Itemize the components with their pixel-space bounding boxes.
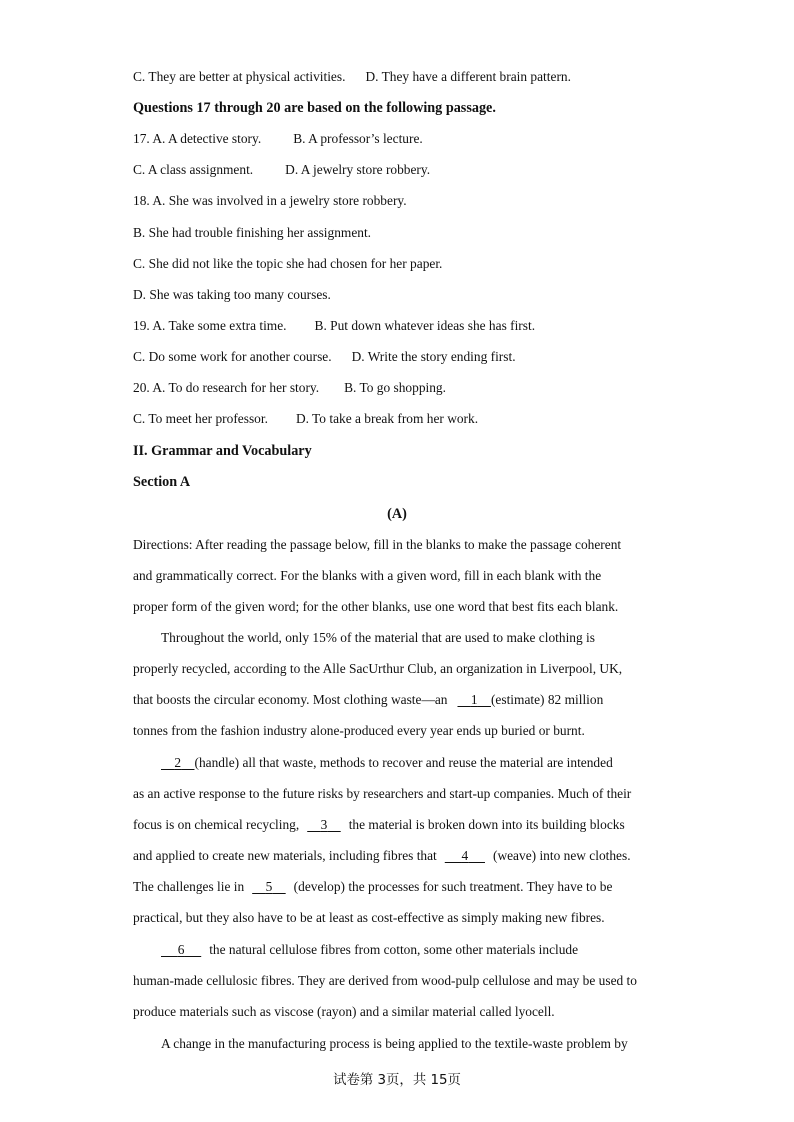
passage-p1-line-4: tonnes from the fashion industry alone-produced every year ends up buried or burnt.: [133, 723, 585, 738]
q20-option-b: B. To go shopping.: [344, 380, 446, 395]
passage-text: (handle) all that waste, methods to recover and reuse the material are intended: [194, 755, 613, 770]
blank-number: 1: [470, 692, 478, 707]
q17-line-2: [133, 162, 430, 178]
passage-p2-line-4: [133, 848, 631, 864]
q18-option-c: C. She did not like the topic she had chosen for her paper.: [133, 256, 443, 271]
passage-text: that boosts the circular economy. Most clothing waste—an: [133, 692, 448, 707]
passage-p2-line-3: [133, 817, 625, 833]
q20-option-d: D. To take a break from her work.: [295, 411, 479, 426]
passage-p2-line-1: [161, 755, 613, 771]
passage-p1-line-3: [133, 692, 603, 708]
questions-17-20-heading: Questions 17 through 20 are based on the following passage.: [133, 100, 496, 116]
q17-option-a: 17. A. A detective story.: [133, 131, 262, 146]
blank-number: 4: [461, 848, 469, 863]
blank-2[interactable]: [161, 755, 194, 771]
q19-line-1: [133, 318, 535, 334]
passage-p3-line-1: [161, 942, 578, 958]
q18-option-a: 18. A. She was involved in a jewelry store robbery.: [133, 193, 407, 208]
passage-p4-line-1: A change in the manufacturing process is being applied to the textile-waste problem by: [161, 1036, 628, 1051]
passage-p3-line-3: produce materials such as viscose (rayon) and a similar material called lyocell.: [133, 1004, 555, 1019]
q18-option-b: B. She had trouble finishing her assignment.: [133, 225, 372, 240]
q16-option-d: D. They have a different brain pattern.: [365, 69, 571, 84]
passage-text: focus is on chemical recycling,: [133, 817, 300, 832]
q20-line-1: [133, 380, 446, 396]
q16-option-c: C. They are better at physical activities.: [133, 69, 346, 84]
blank-3[interactable]: [307, 817, 340, 833]
q19-option-d: D. Write the story ending first.: [351, 349, 516, 364]
q18-option-d: D. She was taking too many courses.: [133, 287, 331, 302]
passage-p1-line-2: properly recycled, according to the Alle SacUrthur Club, an organization in Liverpool, UK,: [133, 661, 623, 676]
passage-text: (develop) the processes for such treatment. They have to be: [293, 879, 613, 894]
q19-option-a: 19. A. Take some extra time.: [133, 318, 287, 333]
passage-p3-line-2: human-made cellulosic fibres. They are derived from wood-pulp cellulose and may be used to: [133, 973, 637, 988]
q20-option-c: C. To meet her professor.: [133, 411, 268, 426]
q19-option-b: B. Put down whatever ideas she has first.: [314, 318, 536, 333]
blank-number: 6: [177, 942, 185, 957]
page-footer: 试卷第 3页，共 15页: [333, 1073, 461, 1088]
q17-option-c: C. A class assignment.: [133, 162, 254, 177]
q19-line-2: [133, 349, 516, 365]
passage-text: the material is broken down into its building blocks: [348, 817, 625, 832]
part-a-heading: (A): [387, 506, 407, 522]
directions-line-3: proper form of the given word; for the other blanks, use one word that best fits each blank.: [133, 599, 619, 614]
q20-option-a: 20. A. To do research for her story.: [133, 380, 320, 395]
passage-p2-line-5: [133, 879, 612, 895]
passage-text: (weave) into new clothes.: [492, 848, 631, 863]
passage-text: The challenges lie in: [133, 879, 245, 894]
q16-options-line: [133, 69, 571, 85]
passage-p1-line-1: Throughout the world, only 15% of the material that are used to make clothing is: [161, 630, 595, 645]
q17-option-b: B. A professor’s lecture.: [293, 131, 423, 146]
passage-p2-line-6: practical, but they also have to be at least as cost-effective as simply making new fibres.: [133, 910, 605, 925]
section-ii-heading: II. Grammar and Vocabulary: [133, 443, 312, 459]
directions-line-2: and grammatically correct. For the blanks with a given word, fill in each blank with the: [133, 568, 602, 583]
blank-4[interactable]: [445, 848, 485, 864]
blank-number: 5: [265, 879, 273, 894]
passage-p2-line-2: as an active response to the future risks by researchers and start-up companies. Much of their: [133, 786, 632, 801]
blank-1[interactable]: [457, 692, 490, 708]
q19-option-c: C. Do some work for another course.: [133, 349, 332, 364]
directions-line-1: Directions: After reading the passage below, fill in the blanks to make the passage coherent: [133, 537, 622, 552]
q17-line-1: [133, 131, 423, 147]
q20-line-2: [133, 411, 478, 427]
blank-6[interactable]: [161, 942, 201, 958]
passage-text: the natural cellulose fibres from cotton, some other materials include: [209, 942, 579, 957]
q17-option-d: D. A jewelry store robbery.: [285, 162, 431, 177]
section-a-heading: Section A: [133, 474, 191, 490]
passage-text: (estimate) 82 million: [490, 692, 604, 707]
blank-5[interactable]: [252, 879, 285, 895]
blank-number: 2: [174, 755, 182, 770]
blank-number: 3: [320, 817, 328, 832]
passage-text: and applied to create new materials, including fibres that: [133, 848, 437, 863]
